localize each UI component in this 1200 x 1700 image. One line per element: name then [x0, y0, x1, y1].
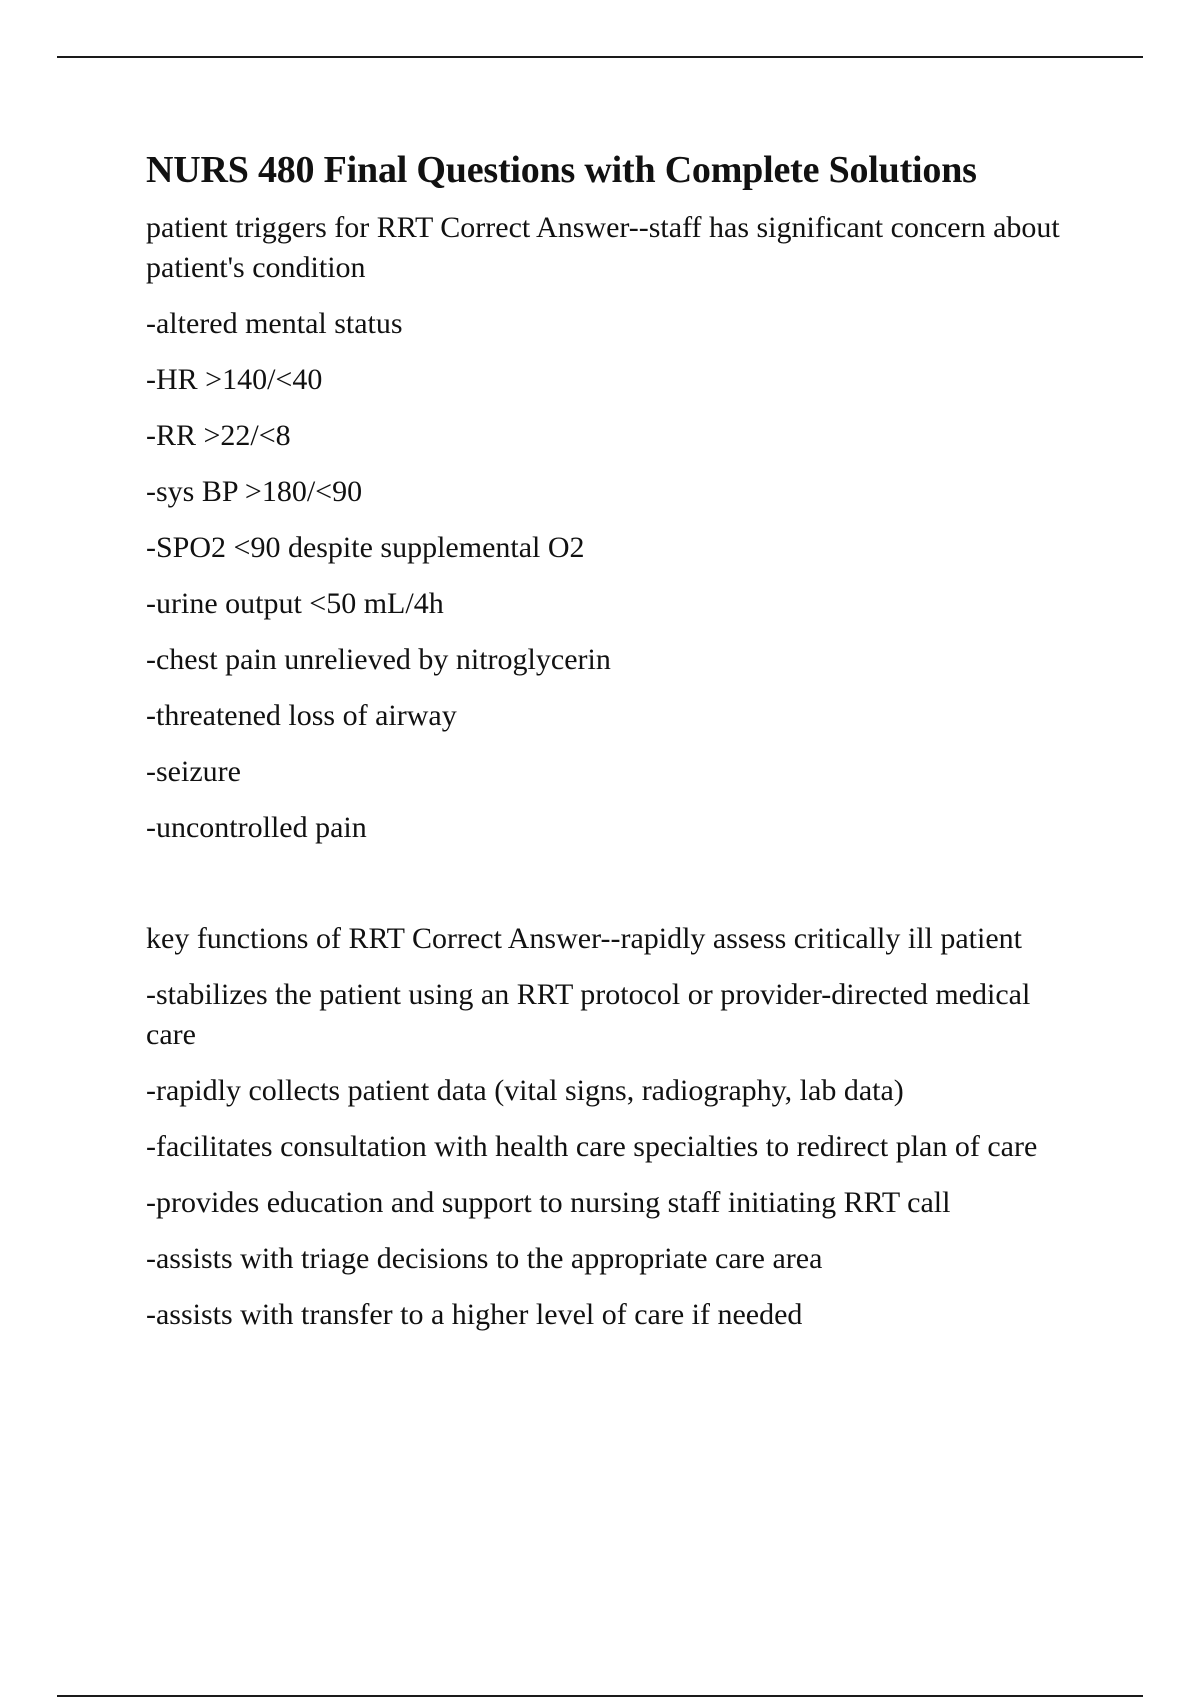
question-text: key functions of RRT Correct Answer--rapidly assess critically ill patient [146, 922, 1023, 955]
answer-item: -seizure [146, 755, 241, 788]
document-body [146, 142, 1076, 1351]
answer-item: -threatened loss of airway [146, 699, 457, 732]
top-rule [57, 56, 1143, 58]
answer-item: -RR >22/<8 [146, 419, 291, 452]
document-title: NURS 480 Final Questions with Complete Solutions [146, 149, 977, 191]
question-block-rrt-triggers [146, 208, 1076, 848]
bottom-rule [57, 1695, 1143, 1697]
answer-item: -rapidly collects patient data (vital signs, radiography, lab data) [146, 1074, 904, 1107]
answer-item: -chest pain unrelieved by nitroglycerin [146, 643, 611, 676]
answer-item: -provides education and support to nursing staff initiating RRT call [146, 1186, 951, 1219]
answer-item: -assists with triage decisions to the appropriate care area [146, 1242, 823, 1275]
answer-item: -altered mental status [146, 307, 403, 340]
answer-item: -uncontrolled pain [146, 811, 367, 844]
answer-item: -HR >140/<40 [146, 363, 323, 396]
question-block-rrt-functions [146, 919, 1076, 1335]
answer-item: -urine output <50 mL/4h [146, 587, 444, 620]
answer-item: -assists with transfer to a higher level of care if needed [146, 1298, 803, 1331]
answer-item: -facilitates consultation with health care specialties to redirect plan of care [146, 1130, 1038, 1163]
answer-item: -sys BP >180/<90 [146, 475, 363, 508]
answer-item: -SPO2 <90 despite supplemental O2 [146, 531, 585, 564]
question-text: patient triggers for RRT Correct Answer--staff has significant concern about patient's condition [146, 211, 1060, 284]
section-gap [146, 864, 1076, 919]
answer-item: -stabilizes the patient using an RRT protocol or provider-directed medical care [146, 978, 1031, 1051]
